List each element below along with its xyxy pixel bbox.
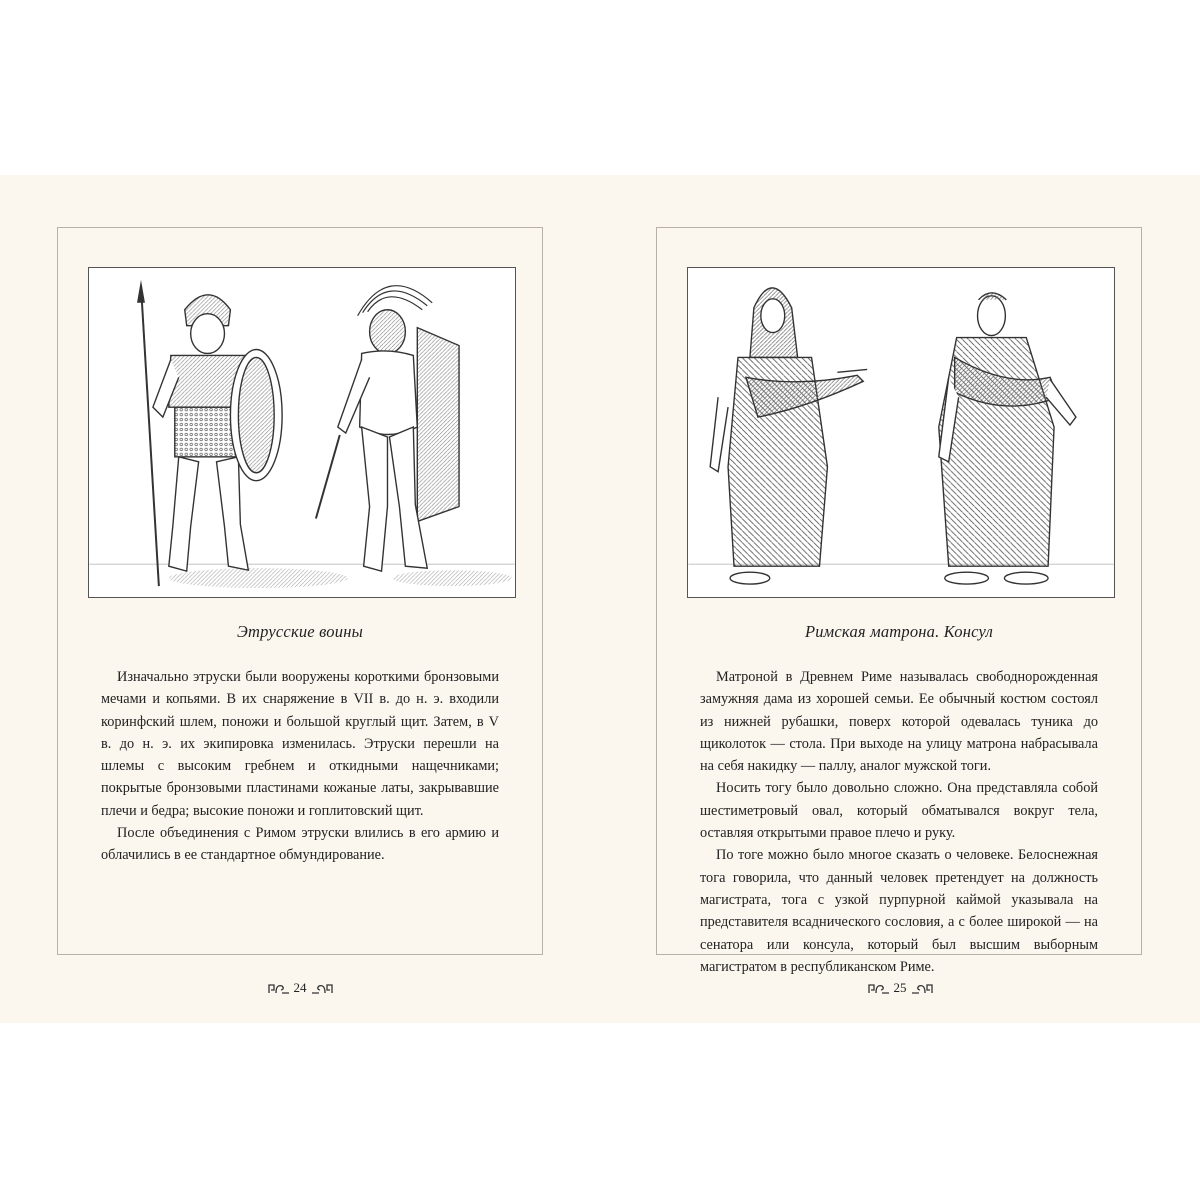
book-spread	[0, 175, 1200, 1023]
greek-wave-ornament-icon	[268, 982, 290, 994]
matron-consul-drawing-icon	[688, 268, 1114, 597]
right-paragraph: Матроной в Древнем Риме называлась свободнорожденная замужняя дама из хорошей семьи. Ее обычный костюм состоял из нижней рубашки, поверх которой одевалась туника до щиколоток — стола. При выходе на улицу матрона набрасывала на себя накидку — паллу, аналог мужской тоги.	[700, 669, 1098, 775]
page-number-label: 25	[893, 980, 907, 995]
etruscan-warriors-illustration	[88, 267, 516, 598]
left-page	[57, 227, 543, 955]
right-page-number	[860, 980, 940, 996]
left-body-text	[101, 666, 499, 867]
roman-matron-consul-illustration	[687, 267, 1115, 598]
right-page	[656, 227, 1142, 975]
greek-wave-ornament-icon	[311, 982, 333, 994]
right-caption: Римская матрона. Консул	[804, 622, 994, 641]
greek-wave-ornament-icon	[911, 982, 933, 994]
left-page-number	[260, 980, 340, 996]
left-paragraph: Изначально этруски были вооружены короткими бронзовыми мечами и копьями. В их снаряжение в VII в. до н. э. входили коринфский шлем, поножи и большой круглый щит. Затем, в V в. до н. э. их экипировка изменилась. Этруски перешли на шлемы с высоким гребнем и откидными нащечниками; покрытые бронзовыми пластинами кожаные латы, закрывавшие плечи и бедра; высокие поножи и гоплитовский щит.	[101, 669, 499, 819]
right-body-text	[700, 666, 1098, 978]
left-caption: Этрусские воины	[237, 622, 363, 641]
greek-wave-ornament-icon	[868, 982, 890, 994]
left-paragraph: После объединения с Римом этруски влились в его армию и облачились в ее стандартное обмундирование.	[101, 825, 499, 864]
page-number-label: 24	[293, 980, 307, 995]
right-paragraph: По тоге можно было многое сказать о человеке. Белоснежная тога говорила, что данный человек претендует на должность магистрата, тога с узкой пурпурной каймой указывала на представителя всаднического сословия, а с более широкой — на сенатора или консула, который был высшим выборным магистратом в республиканском Риме.	[700, 847, 1098, 975]
right-paragraph: Носить тогу было довольно сложно. Она представляла собой шестиметровый овал, который обматывался вокруг тела, оставляя открытыми правое плечо и руку.	[700, 780, 1098, 842]
warriors-drawing-icon	[89, 268, 515, 597]
